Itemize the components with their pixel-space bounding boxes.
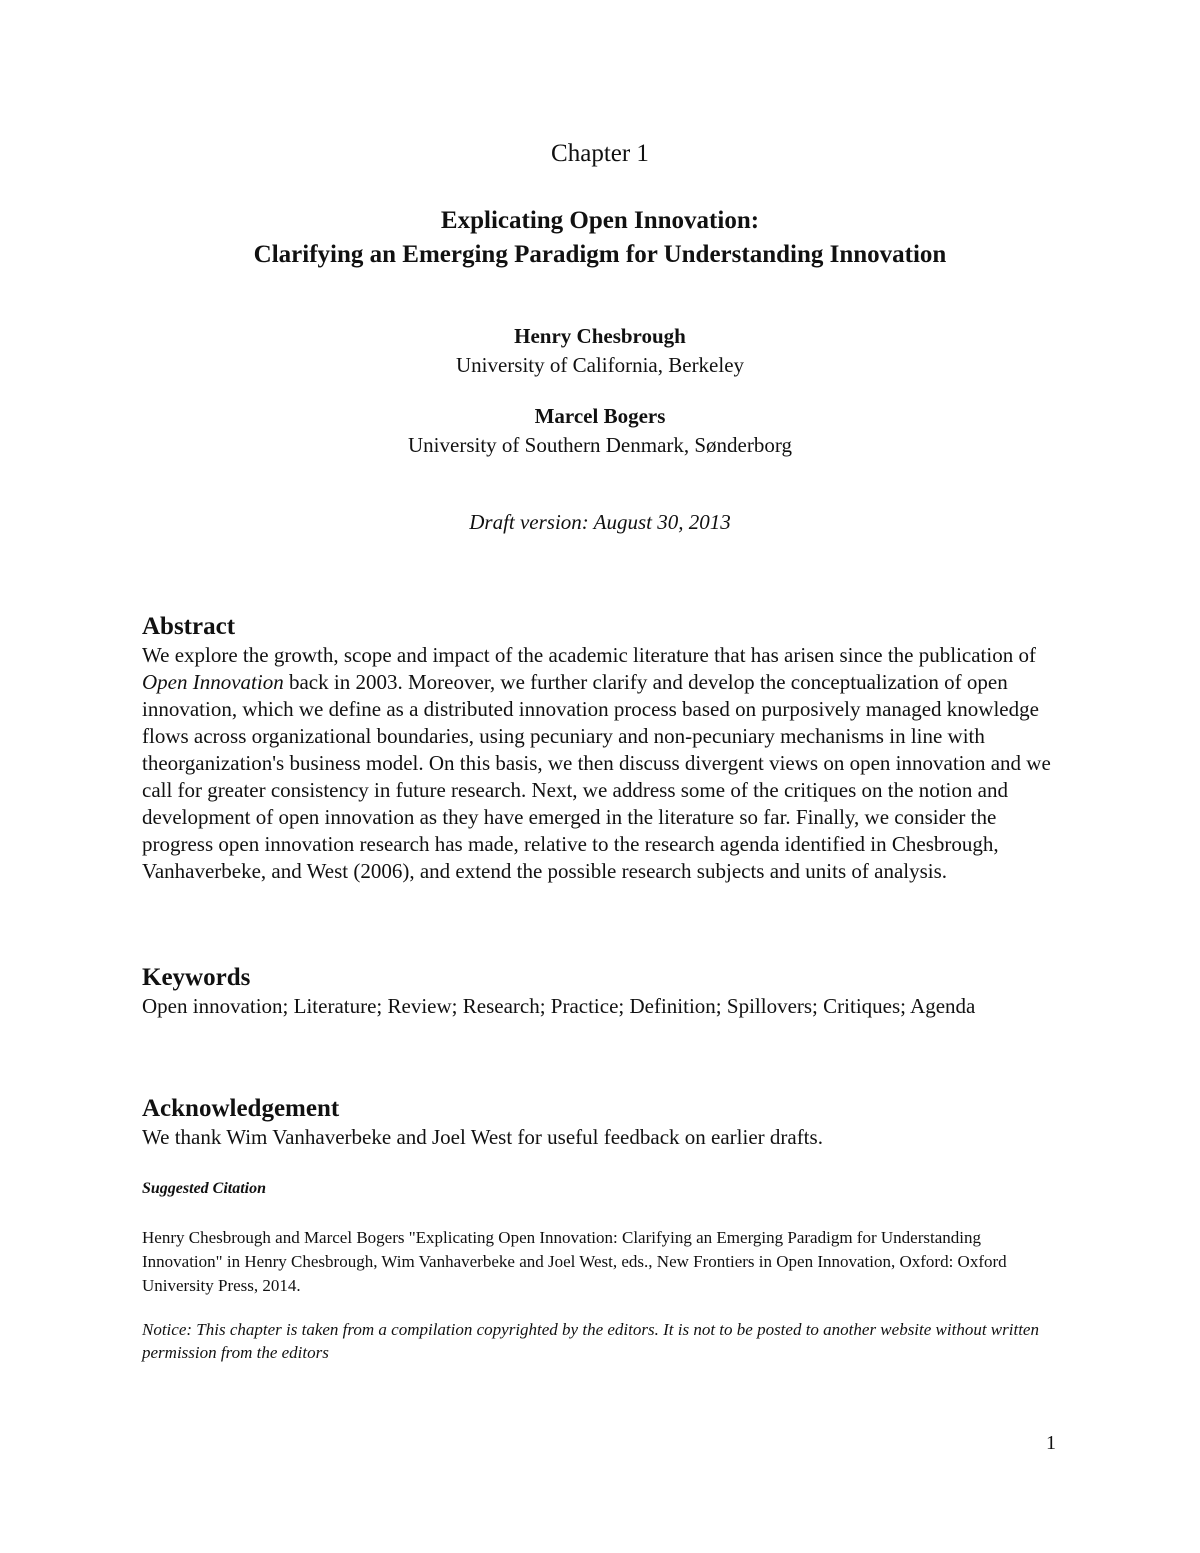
title-line-2: Clarifying an Emerging Paradigm for Understanding Innovation xyxy=(253,241,947,268)
acknowledgement-text: We thank Wim Vanhaverbeke and Joel West for useful feedback on earlier drafts. xyxy=(142,1125,823,1149)
keywords-heading: Keywords xyxy=(142,964,251,991)
abstract-text-rest: back in 2003. Moreover, we further clarify and develop the conceptualization of open innovation, which we define as a distributed innovation process based on purposively managed knowledge flows across organizational boundaries, using pecuniary and non-pecuniary mechanisms in line with theorganization's business model. On this basis, we then discuss divergent views on open innovation and we call for greater consistency in future research. Next, we address some of the critiques on the notion and development of open innovation as they have emerged in the literature so far. Finally, we consider the progress open innovation research has made, relative to the research agenda identified in Chesbrough, Vanhaverbeke, and West (2006), and extend the possible research subjects and units of analysis. xyxy=(142,670,1051,883)
keywords-text: Open innovation; Literature; Review; Research; Practice; Definition; Spillovers; Critiques; Agenda xyxy=(142,994,976,1018)
abstract-section xyxy=(142,612,1062,885)
copyright-notice: Notice: This chapter is taken from a compilation copyrighted by the editors. It is not to be posted to another website without written permission from the editors xyxy=(142,1320,1039,1362)
draft-version: Draft version: August 30, 2013 xyxy=(469,510,731,534)
book-title: Open Innovation xyxy=(142,670,284,694)
author-affiliation: University of California, Berkeley xyxy=(455,353,745,377)
acknowledgement-section xyxy=(142,1094,1062,1151)
acknowledgement-heading: Acknowledgement xyxy=(142,1095,340,1122)
author-name: Henry Chesbrough xyxy=(514,324,686,348)
author-block-1 xyxy=(0,322,1200,380)
page-number: 1 xyxy=(1046,1432,1056,1454)
citation-label: Suggested Citation xyxy=(142,1180,267,1197)
author-block-2 xyxy=(0,402,1200,460)
author-affiliation: University of Southern Denmark, Sønderborg xyxy=(408,433,792,457)
keywords-section xyxy=(142,963,1062,1020)
citation-text: Henry Chesbrough and Marcel Bogers "Explicating Open Innovation: Clarifying an Emerging Paradigm for Understanding Innovation" in Henry Chesbrough, Wim Vanhaverbeke and Joel West, eds., New Frontiers in Open Innovation, Oxford: Oxford University Press, 2014. xyxy=(142,1228,1007,1295)
author-name: Marcel Bogers xyxy=(534,404,666,428)
title-line-1: Explicating Open Innovation: xyxy=(440,207,760,234)
chapter-title xyxy=(0,204,1200,272)
abstract-text xyxy=(142,642,1062,885)
chapter-label: Chapter 1 xyxy=(551,140,649,167)
abstract-heading: Abstract xyxy=(142,613,236,640)
abstract-text-start: We explore the growth, scope and impact of the academic literature that has arisen since the publication of xyxy=(142,643,1036,667)
